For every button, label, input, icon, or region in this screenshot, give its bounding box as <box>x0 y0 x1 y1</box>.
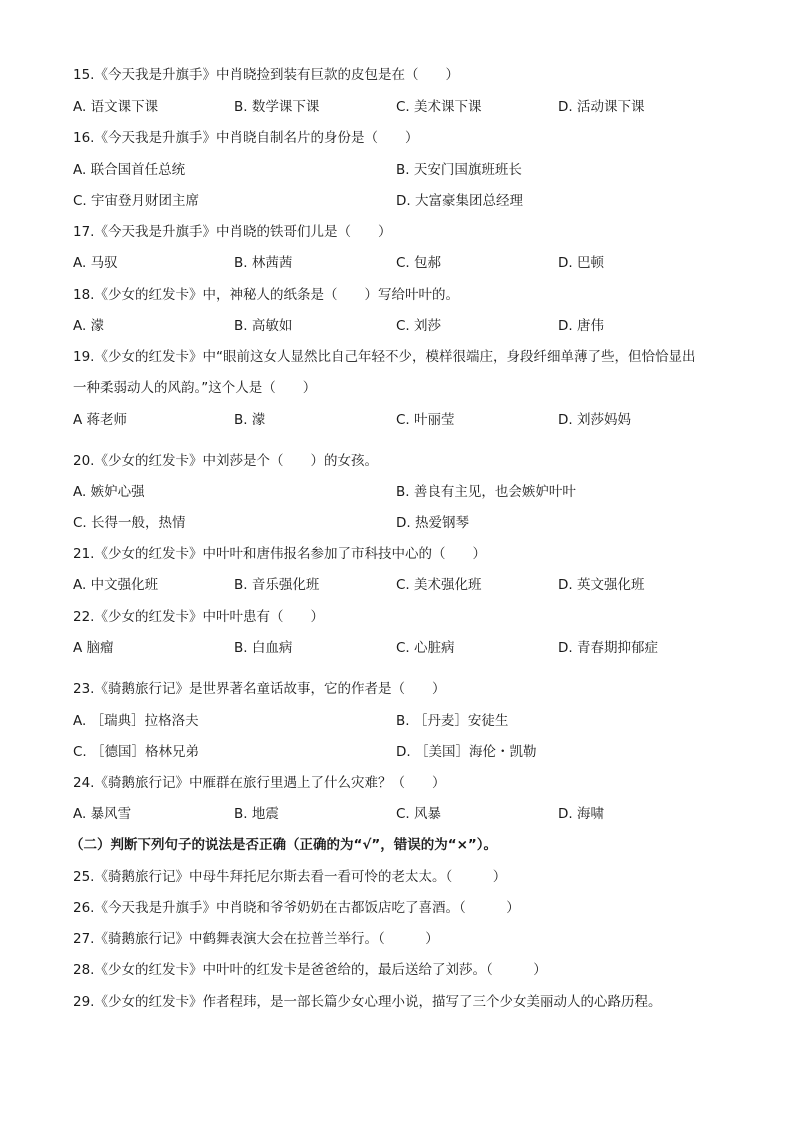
option-24-c[interactable]: C. 风暴 <box>396 806 442 822</box>
question-20: 20.《少女的红发卡》中刘莎是个（ ）的女孩。 <box>73 453 378 469</box>
question-27: 27.《骑鹅旅行记》中鹤舞表演大会在拉普兰举行。（ ） <box>73 931 439 947</box>
option-21-d[interactable]: D. 英文强化班 <box>558 577 645 593</box>
question-21: 21.《少女的红发卡》中叶叶和唐伟报名参加了市科技中心的（ ） <box>73 546 486 562</box>
question-25: 25.《骑鹅旅行记》中母牛拜托尼尔斯去看一看可怜的老太太。（ ） <box>73 869 507 885</box>
option-23-b[interactable]: B. ［丹麦］安徒生 <box>396 713 509 729</box>
option-20-d[interactable]: D. 热爱钢琴 <box>396 515 469 531</box>
question-18: 18.《少女的红发卡》中，神秘人的纸条是（ ）写给叶叶的。 <box>73 287 459 303</box>
option-22-a[interactable]: A 脑瘤 <box>73 640 114 656</box>
option-15-d[interactable]: D. 活动课下课 <box>558 99 645 115</box>
option-20-c[interactable]: C. 长得一般，热情 <box>73 515 186 531</box>
option-19-b[interactable]: B. 濛 <box>234 412 266 428</box>
option-21-b[interactable]: B. 音乐强化班 <box>234 577 320 593</box>
question-16: 16.《今天我是升旗手》中肖晓自制名片的身份是（ ） <box>73 130 419 146</box>
option-22-d[interactable]: D. 青春期抑郁症 <box>558 640 658 656</box>
question-24: 24.《骑鹅旅行记》中雁群在旅行里遇上了什么灾难？（ ） <box>73 775 446 791</box>
option-16-b[interactable]: B. 天安门国旗班班长 <box>396 162 522 178</box>
option-15-b[interactable]: B. 数学课下课 <box>234 99 320 115</box>
question-28: 28.《少女的红发卡》中叶叶的红发卡是爸爸给的，最后送给了刘莎。（ ） <box>73 962 547 978</box>
question-22: 22.《少女的红发卡》中叶叶患有（ ） <box>73 609 324 625</box>
option-16-c[interactable]: C. 宇宙登月财团主席 <box>73 193 200 209</box>
option-15-a[interactable]: A. 语文课下课 <box>73 99 159 115</box>
question-23: 23.《骑鹅旅行记》是世界著名童话故事，它的作者是（ ） <box>73 681 446 697</box>
option-21-c[interactable]: C. 美术强化班 <box>396 577 482 593</box>
option-17-a[interactable]: A. 马驭 <box>73 255 118 271</box>
option-19-c[interactable]: C. 叶丽莹 <box>396 412 455 428</box>
option-18-d[interactable]: D. 唐伟 <box>558 318 604 334</box>
question-19-line-1: 19.《少女的红发卡》中“眼前这女人显然比自己年轻不少，模样很端庄，身段纤细单薄了些，但恰恰显出 <box>73 349 696 365</box>
option-17-c[interactable]: C. 包郝 <box>396 255 442 271</box>
question-15: 15.《今天我是升旗手》中肖晓捡到装有巨款的皮包是在（ ） <box>73 67 459 83</box>
section-2-heading: （二）判断下列句子的说法是否正确（正确的为“√”，错误的为“×”）。 <box>70 837 498 853</box>
option-22-c[interactable]: C. 心脏病 <box>396 640 455 656</box>
option-24-d[interactable]: D. 海啸 <box>558 806 604 822</box>
option-24-a[interactable]: A. 暴风雪 <box>73 806 132 822</box>
option-17-d[interactable]: D. 巴顿 <box>558 255 604 271</box>
option-20-b[interactable]: B. 善良有主见，也会嫉妒叶叶 <box>396 484 576 500</box>
option-24-b[interactable]: B. 地震 <box>234 806 279 822</box>
option-23-d[interactable]: D. ［美国］海伦・凯勒 <box>396 744 537 760</box>
option-15-c[interactable]: C. 美术课下课 <box>396 99 482 115</box>
option-22-b[interactable]: B. 白血病 <box>234 640 293 656</box>
option-16-a[interactable]: A. 联合国首任总统 <box>73 162 186 178</box>
option-18-b[interactable]: B. 高敏如 <box>234 318 293 334</box>
option-18-c[interactable]: C. 刘莎 <box>396 318 442 334</box>
option-23-a[interactable]: A. ［瑞典］拉格洛夫 <box>73 713 199 729</box>
option-18-a[interactable]: A. 濛 <box>73 318 105 334</box>
option-19-d[interactable]: D. 刘莎妈妈 <box>558 412 631 428</box>
option-16-d[interactable]: D. 大富豪集团总经理 <box>396 193 523 209</box>
question-17: 17.《今天我是升旗手》中肖晓的铁哥们儿是（ ） <box>73 224 392 240</box>
question-26: 26.《今天我是升旗手》中肖晓和爷爷奶奶在古都饭店吃了喜酒。（ ） <box>73 900 520 916</box>
option-19-a[interactable]: A 蒋老师 <box>73 412 128 428</box>
option-23-c[interactable]: C. ［德国］格林兄弟 <box>73 744 200 760</box>
option-21-a[interactable]: A. 中文强化班 <box>73 577 159 593</box>
option-17-b[interactable]: B. 林茜茜 <box>234 255 293 271</box>
question-29: 29.《少女的红发卡》作者程玮，是一部长篇少女心理小说，描写了三个少女美丽动人的心路历程。 <box>73 994 662 1010</box>
question-19-line-2: 一种柔弱动人的风韵。”这个人是（ ） <box>73 380 317 396</box>
option-20-a[interactable]: A. 嫉妒心强 <box>73 484 145 500</box>
